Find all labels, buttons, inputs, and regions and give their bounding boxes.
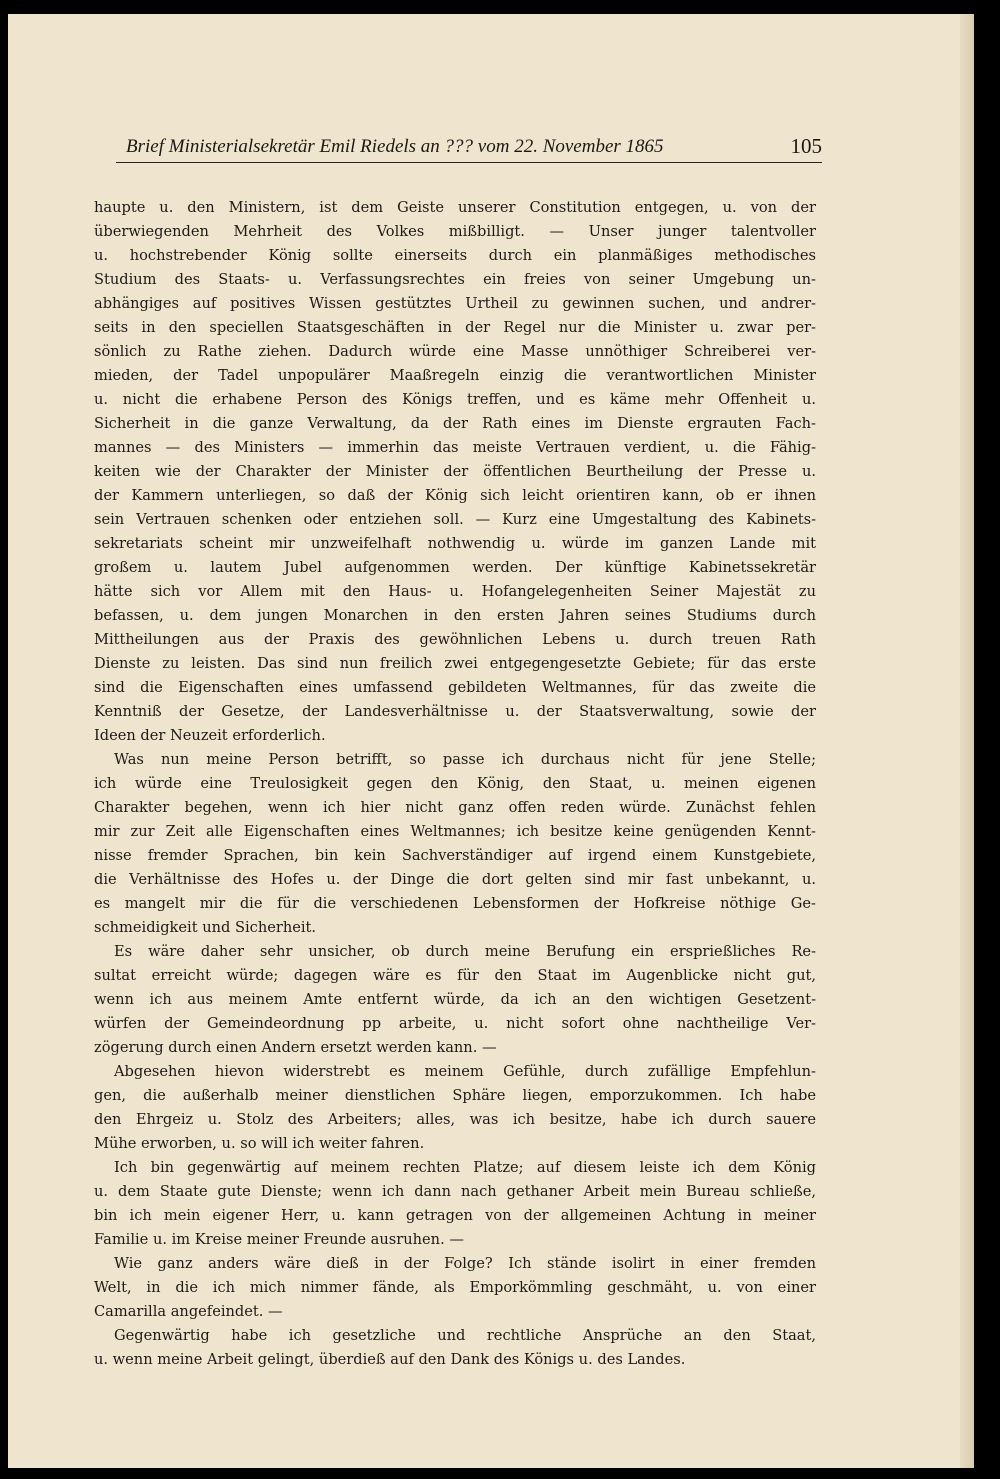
text-line: Ideen der Neuzeit erforderlich. bbox=[94, 727, 326, 744]
text-line: Abgesehen hievon widerstrebt es meinem Gefühle, durch zufällige Empfehlun- bbox=[114, 1063, 816, 1080]
text-line: abhängiges auf positives Wissen gestütztes Urtheil zu gewinnen suchen, und andrer- bbox=[94, 295, 816, 312]
running-head bbox=[116, 132, 822, 163]
book-page bbox=[8, 14, 974, 1468]
text-line: Wie ganz anders wäre dieß in der Folge? Ich stände isolirt in einer fremden bbox=[114, 1255, 816, 1272]
text-line: Mühe erworben, u. so will ich weiter fahren. bbox=[94, 1135, 425, 1152]
text-line: sekretariats scheint mir unzweifelhaft nothwendig u. würde im ganzen Lande mit bbox=[94, 535, 816, 552]
text-line: großem u. lautem Jubel aufgenommen werden. Der künftige Kabinetssekretär bbox=[94, 559, 816, 576]
text-line: Sicherheit in die ganze Verwaltung, da der Rath eines im Dienste ergrauten Fach- bbox=[94, 415, 816, 432]
text-line: überwiegenden Mehrheit des Volkes mißbilligt. — Unser junger talentvoller bbox=[94, 223, 816, 240]
text-line: den Ehrgeiz u. Stolz des Arbeiters; alles, was ich besitze, habe ich durch sauere bbox=[94, 1111, 816, 1128]
text-line: gen, die außerhalb meiner dienstlichen Sphäre liegen, emporzukommen. Ich habe bbox=[94, 1087, 816, 1104]
text-line: haupte u. den Ministern, ist dem Geiste unserer Constitution entgegen, u. von der bbox=[94, 199, 816, 216]
text-line: mannes — des Ministers — immerhin das meiste Vertrauen verdient, u. die Fähig- bbox=[94, 439, 816, 456]
text-line: befassen, u. dem jungen Monarchen in den ersten Jahren seines Studiums durch bbox=[94, 607, 816, 624]
text-line: Mittheilungen aus der Praxis des gewöhnlichen Lebens u. durch treuen Rath bbox=[94, 631, 816, 648]
page-number: 105 bbox=[790, 134, 822, 158]
text-line: u. dem Staate gute Dienste; wenn ich dann nach gethaner Arbeit mein Bureau schließe, bbox=[94, 1183, 816, 1200]
text-line: es mangelt mir die für die verschiedenen Lebensformen der Hofkreise nöthige Ge- bbox=[94, 895, 816, 912]
text-line: wenn ich aus meinem Amte entfernt würde, da ich an den wichtigen Gesetzent- bbox=[94, 991, 816, 1008]
text-line: Ich bin gegenwärtig auf meinem rechten Platze; auf diesem leiste ich dem König bbox=[114, 1159, 816, 1176]
text-line: die Verhältnisse des Hofes u. der Dinge die dort gelten sind mir fast unbekannt, u. bbox=[94, 871, 816, 888]
text-line: würfen der Gemeindeordnung pp arbeite, u. nicht sofort ohne nachtheilige Ver- bbox=[94, 1015, 816, 1032]
text-line: nisse fremder Sprachen, bin kein Sachverständiger auf irgend einem Kunstgebiete, bbox=[94, 847, 816, 864]
text-line: der Kammern unterliegen, so daß der König sich leicht orientiren kann, ob er ihnen bbox=[94, 487, 816, 504]
text-line: keiten wie der Charakter der Minister der öffentlichen Beurtheilung der Presse u. bbox=[94, 463, 816, 480]
text-line: Camarilla angefeindet. — bbox=[94, 1303, 283, 1320]
text-line: Familie u. im Kreise meiner Freunde ausruhen. — bbox=[94, 1231, 464, 1248]
text-line: hätte sich vor Allem mit den Haus- u. Hofangelegenheiten Seiner Majestät zu bbox=[94, 583, 816, 600]
text-line: Gegenwärtig habe ich gesetzliche und rechtliche Ansprüche an den Staat, bbox=[114, 1327, 816, 1344]
text-line: Was nun meine Person betrifft, so passe ich durchaus nicht für jene Stelle; bbox=[114, 751, 816, 768]
text-line: sönlich zu Rathe ziehen. Dadurch würde eine Masse unnöthiger Schreiberei ver- bbox=[94, 343, 816, 360]
text-line: Studium des Staats- u. Verfassungsrechtes ein freies von seiner Umgebung un- bbox=[94, 271, 816, 288]
text-line: mir zur Zeit alle Eigenschaften eines Weltmannes; ich besitze keine genügenden Kennt- bbox=[94, 823, 816, 840]
text-line: sind die Eigenschaften eines umfassend gebildeten Weltmannes, für das zweite die bbox=[94, 679, 816, 696]
text-line: sein Vertrauen schenken oder entziehen soll. — Kurz eine Umgestaltung des Kabinets- bbox=[94, 511, 816, 528]
text-line: Welt, in die ich mich nimmer fände, als Emporkömmling geschmäht, u. von einer bbox=[94, 1279, 816, 1296]
text-line: u. wenn meine Arbeit gelingt, überdieß auf den Dank des Königs u. des Landes. bbox=[94, 1351, 686, 1368]
running-head-title: Brief Ministerialsekretär Emil Riedels an ??? vom 22. November 1865 bbox=[126, 136, 664, 157]
page-edge bbox=[960, 14, 974, 1468]
text-line: Kenntniß der Gesetze, der Landesverhältnisse u. der Staatsverwaltung, sowie der bbox=[94, 703, 816, 720]
text-line: Dienste zu leisten. Das sind nun freilich zwei entgegengesetzte Gebiete; für das erste bbox=[94, 655, 816, 672]
text-line: sultat erreicht würde; dagegen wäre es für den Staat im Augenblicke nicht gut, bbox=[94, 967, 816, 984]
text-line: zögerung durch einen Andern ersetzt werden kann. — bbox=[94, 1039, 497, 1056]
text-line: u. hochstrebender König sollte einerseits durch ein planmäßiges methodisches bbox=[94, 247, 816, 264]
text-line: u. nicht die erhabene Person des Königs treffen, und es käme mehr Offenheit u. bbox=[94, 391, 816, 408]
body-text bbox=[94, 196, 816, 1372]
text-line: Es wäre daher sehr unsicher, ob durch meine Berufung ein ersprießliches Re- bbox=[114, 943, 816, 960]
text-line: seits in den speciellen Staatsgeschäften in der Regel nur die Minister u. zwar per- bbox=[94, 319, 816, 336]
text-line: schmeidigkeit und Sicherheit. bbox=[94, 919, 317, 936]
text-line: mieden, der Tadel unpopulärer Maaßregeln einzig die verantwortlichen Minister bbox=[94, 367, 816, 384]
text-line: bin ich mein eigener Herr, u. kann getragen von der allgemeinen Achtung in meiner bbox=[94, 1207, 816, 1224]
text-line: Charakter begehen, wenn ich hier nicht ganz offen reden würde. Zunächst fehlen bbox=[94, 799, 816, 816]
text-line: ich würde eine Treulosigkeit gegen den König, den Staat, u. meinen eigenen bbox=[94, 775, 816, 792]
